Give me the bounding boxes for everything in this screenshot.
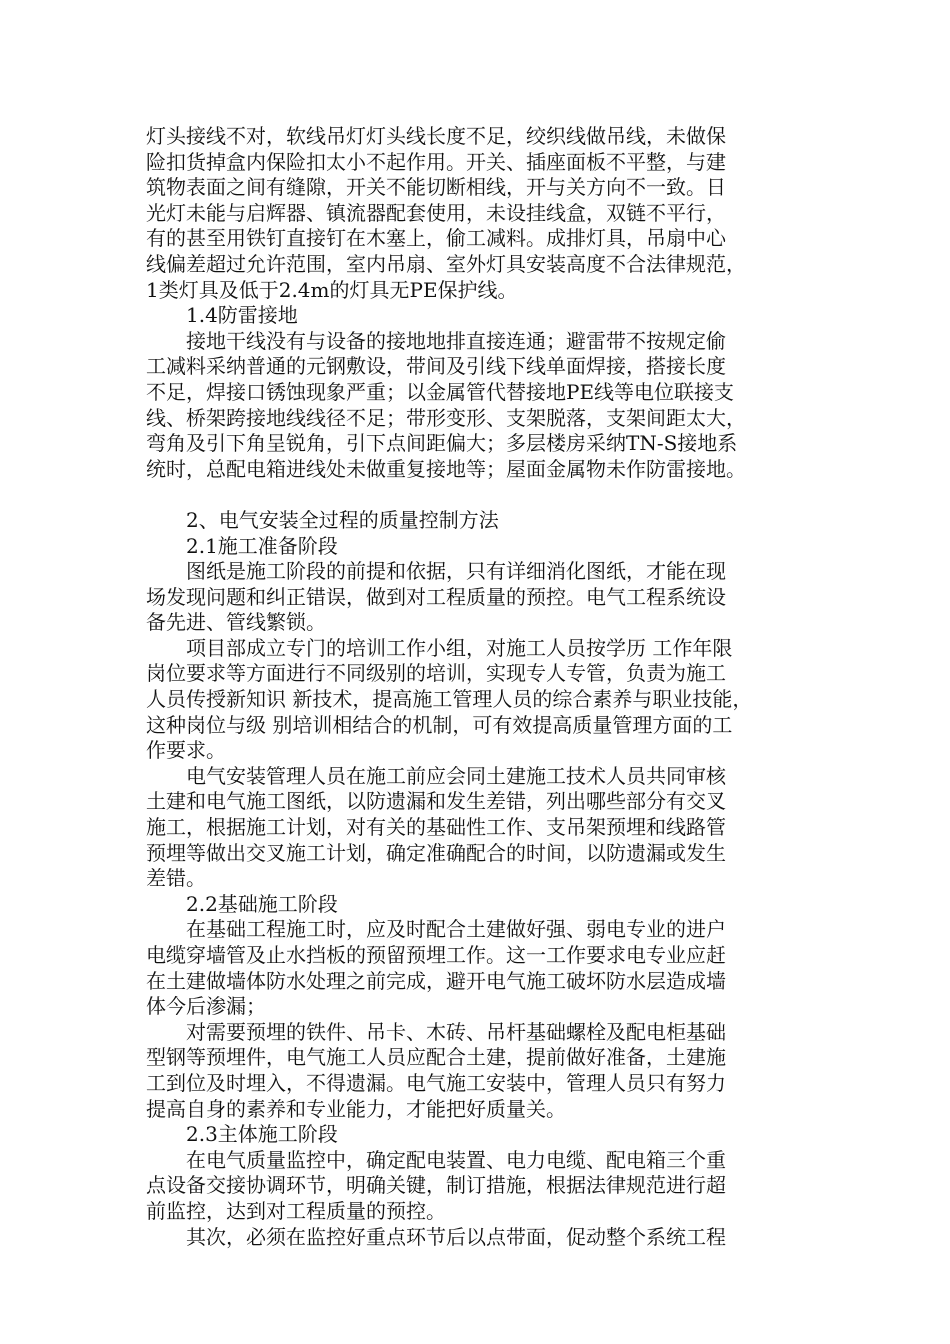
text-line: 提高自身的素养和专业能力，才能把好质量关。 [146, 1096, 566, 1121]
heading-text: 1.4防雷接地 [186, 303, 298, 328]
text-line: 这种岗位与级 别培训相结合的机制，可有效提高质量管理方面的工 [146, 712, 733, 737]
text-line: 电缆穿墙管及止水挡板的预留预埋工作。这一工作要求电专业应赶 [146, 943, 726, 967]
text-line: 光灯未能与启辉器、镇流器配套使用，未设挂线盒，双链不平行， [146, 200, 726, 225]
text-line: 筑物表面之间有缝隙，开关不能切断相线，开与关方向不一致。日 [146, 175, 726, 200]
text-line: 1类灯具及低于2.4m的灯具无PE保护线。 [146, 277, 518, 302]
paragraph-monitoring [146, 1148, 814, 1225]
section-heading-1-4 [146, 303, 814, 329]
text-line: 体今后渗漏； [146, 994, 266, 1019]
paragraph-review [146, 764, 814, 892]
text-line: 作要求。 [146, 738, 226, 763]
text-line: 工减料采纳普通的元钢敷设，带间及引线下线单面焊接，搭接长度 [146, 354, 726, 379]
text-line: 对需要预埋的铁件、吊卡、木砖、吊杆基础螺栓及配电柜基础 [186, 1019, 726, 1044]
text-line: 土建和电气施工图纸，以防遗漏和发生差错，列出哪些部分有交叉 [146, 789, 726, 814]
text-line: 有的甚至用铁钉直接钉在木塞上，偷工减料。成排灯具，吊扇中心 [146, 226, 726, 251]
text-line: 场发现问题和纠正错误，做到对工程质量的预控。电气工程系统设 [146, 584, 726, 609]
heading-text: 2.2基础施工阶段 [186, 891, 338, 916]
text-line: 差错。 [146, 866, 206, 891]
blank-line [146, 482, 814, 508]
text-line: 线、桥架跨接地线线径不足；带形变形、支架脱落，支架间距太大， [146, 405, 746, 430]
text-line: 图纸是施工阶段的前提和依据，只有详细消化图纸，才能在现 [186, 559, 726, 584]
section-heading-2-1 [146, 534, 814, 560]
heading-text: 2、电气安装全过程的质量控制方法 [186, 507, 499, 532]
text-line: 在基础工程施工时，应及时配合土建做好强、弱电专业的进户 [186, 917, 726, 942]
section-heading-2-3 [146, 1122, 814, 1148]
paragraph-drawings [146, 559, 814, 636]
heading-text: 2.3主体施工阶段 [186, 1122, 338, 1147]
text-line: 项目部成立专门的培训工作小组，对施工人员按学历 工作年限 [186, 635, 733, 660]
paragraph-foundation [146, 917, 814, 1019]
text-line: 弯角及引下角呈锐角，引下点间距偏大；多层楼房采纳TN-S接地系 [146, 431, 738, 456]
text-line: 在电气质量监控中，确定配电装置、电力电缆、配电箱三个重 [186, 1147, 726, 1172]
paragraph-training [146, 636, 814, 764]
section-heading-2-2 [146, 892, 814, 918]
text-line: 其次，必须在监控好重点环节后以点带面，促动整个系统工程 [186, 1224, 726, 1249]
text-line: 施工，根据施工计划，对有关的基础性工作、支吊架预埋和线路管 [146, 815, 726, 840]
text-line: 预埋等做出交叉施工计划，确定准确配合的时间，以防遗漏或发生 [146, 840, 726, 865]
text-line: 电气安装管理人员在施工前应会同土建施工技术人员共同审核 [186, 763, 726, 788]
document-page [146, 124, 814, 1250]
text-line: 不足，焊接口锈蚀现象严重；以金属管代替接地PE线等电位联接支 [146, 379, 735, 404]
heading-text: 2.1施工准备阶段 [186, 533, 338, 558]
text-line: 型钢等预埋件，电气施工人员应配合土建，提前做好准备，土建施 [146, 1045, 726, 1070]
text-line: 点设备交接协调环节，明确关键，制订措施，根据法律规范进行超 [146, 1173, 726, 1198]
text-line: 前监控，达到对工程质量的预控。 [146, 1198, 446, 1223]
paragraph-lighting-defects [146, 124, 814, 303]
text-line: 灯头接线不对，软线吊灯灯头线长度不足，绞织线做吊线，未做保 [146, 124, 726, 148]
paragraph-next [146, 1225, 814, 1251]
text-line: 工到位及时埋入，不得遗漏。电气施工安装中，管理人员只有努力 [146, 1070, 726, 1095]
text-line: 接地干线没有与设备的接地地排直接连通；避雷带不按规定偷 [186, 328, 726, 353]
text-line: 岗位要求等方面进行不同级别的培训，实现专人专管，负责为施工 [146, 661, 726, 686]
text-line: 人员传授新知识 新技术，提高施工管理人员的综合素养与职业技能， [146, 687, 753, 712]
text-line: 险扣货掉盒内保险扣太小不起作用。开关、插座面板不平整，与建 [146, 149, 726, 174]
text-line: 统时，总配电箱进线处未做重复接地等；屋面金属物未作防雷接地。 [146, 456, 746, 481]
text-line: 线偏差超过允许范围，室内吊扇、室外灯具安装高度不合法律规范， [146, 251, 746, 276]
section-heading-2 [146, 508, 814, 534]
text-line: 在土建做墙体防水处理之前完成，避开电气施工破坏防水层造成墙 [146, 968, 726, 993]
paragraph-embedded [146, 1020, 814, 1122]
text-line: 备先进、管线繁锁。 [146, 610, 326, 635]
paragraph-lightning-grounding [146, 329, 814, 483]
